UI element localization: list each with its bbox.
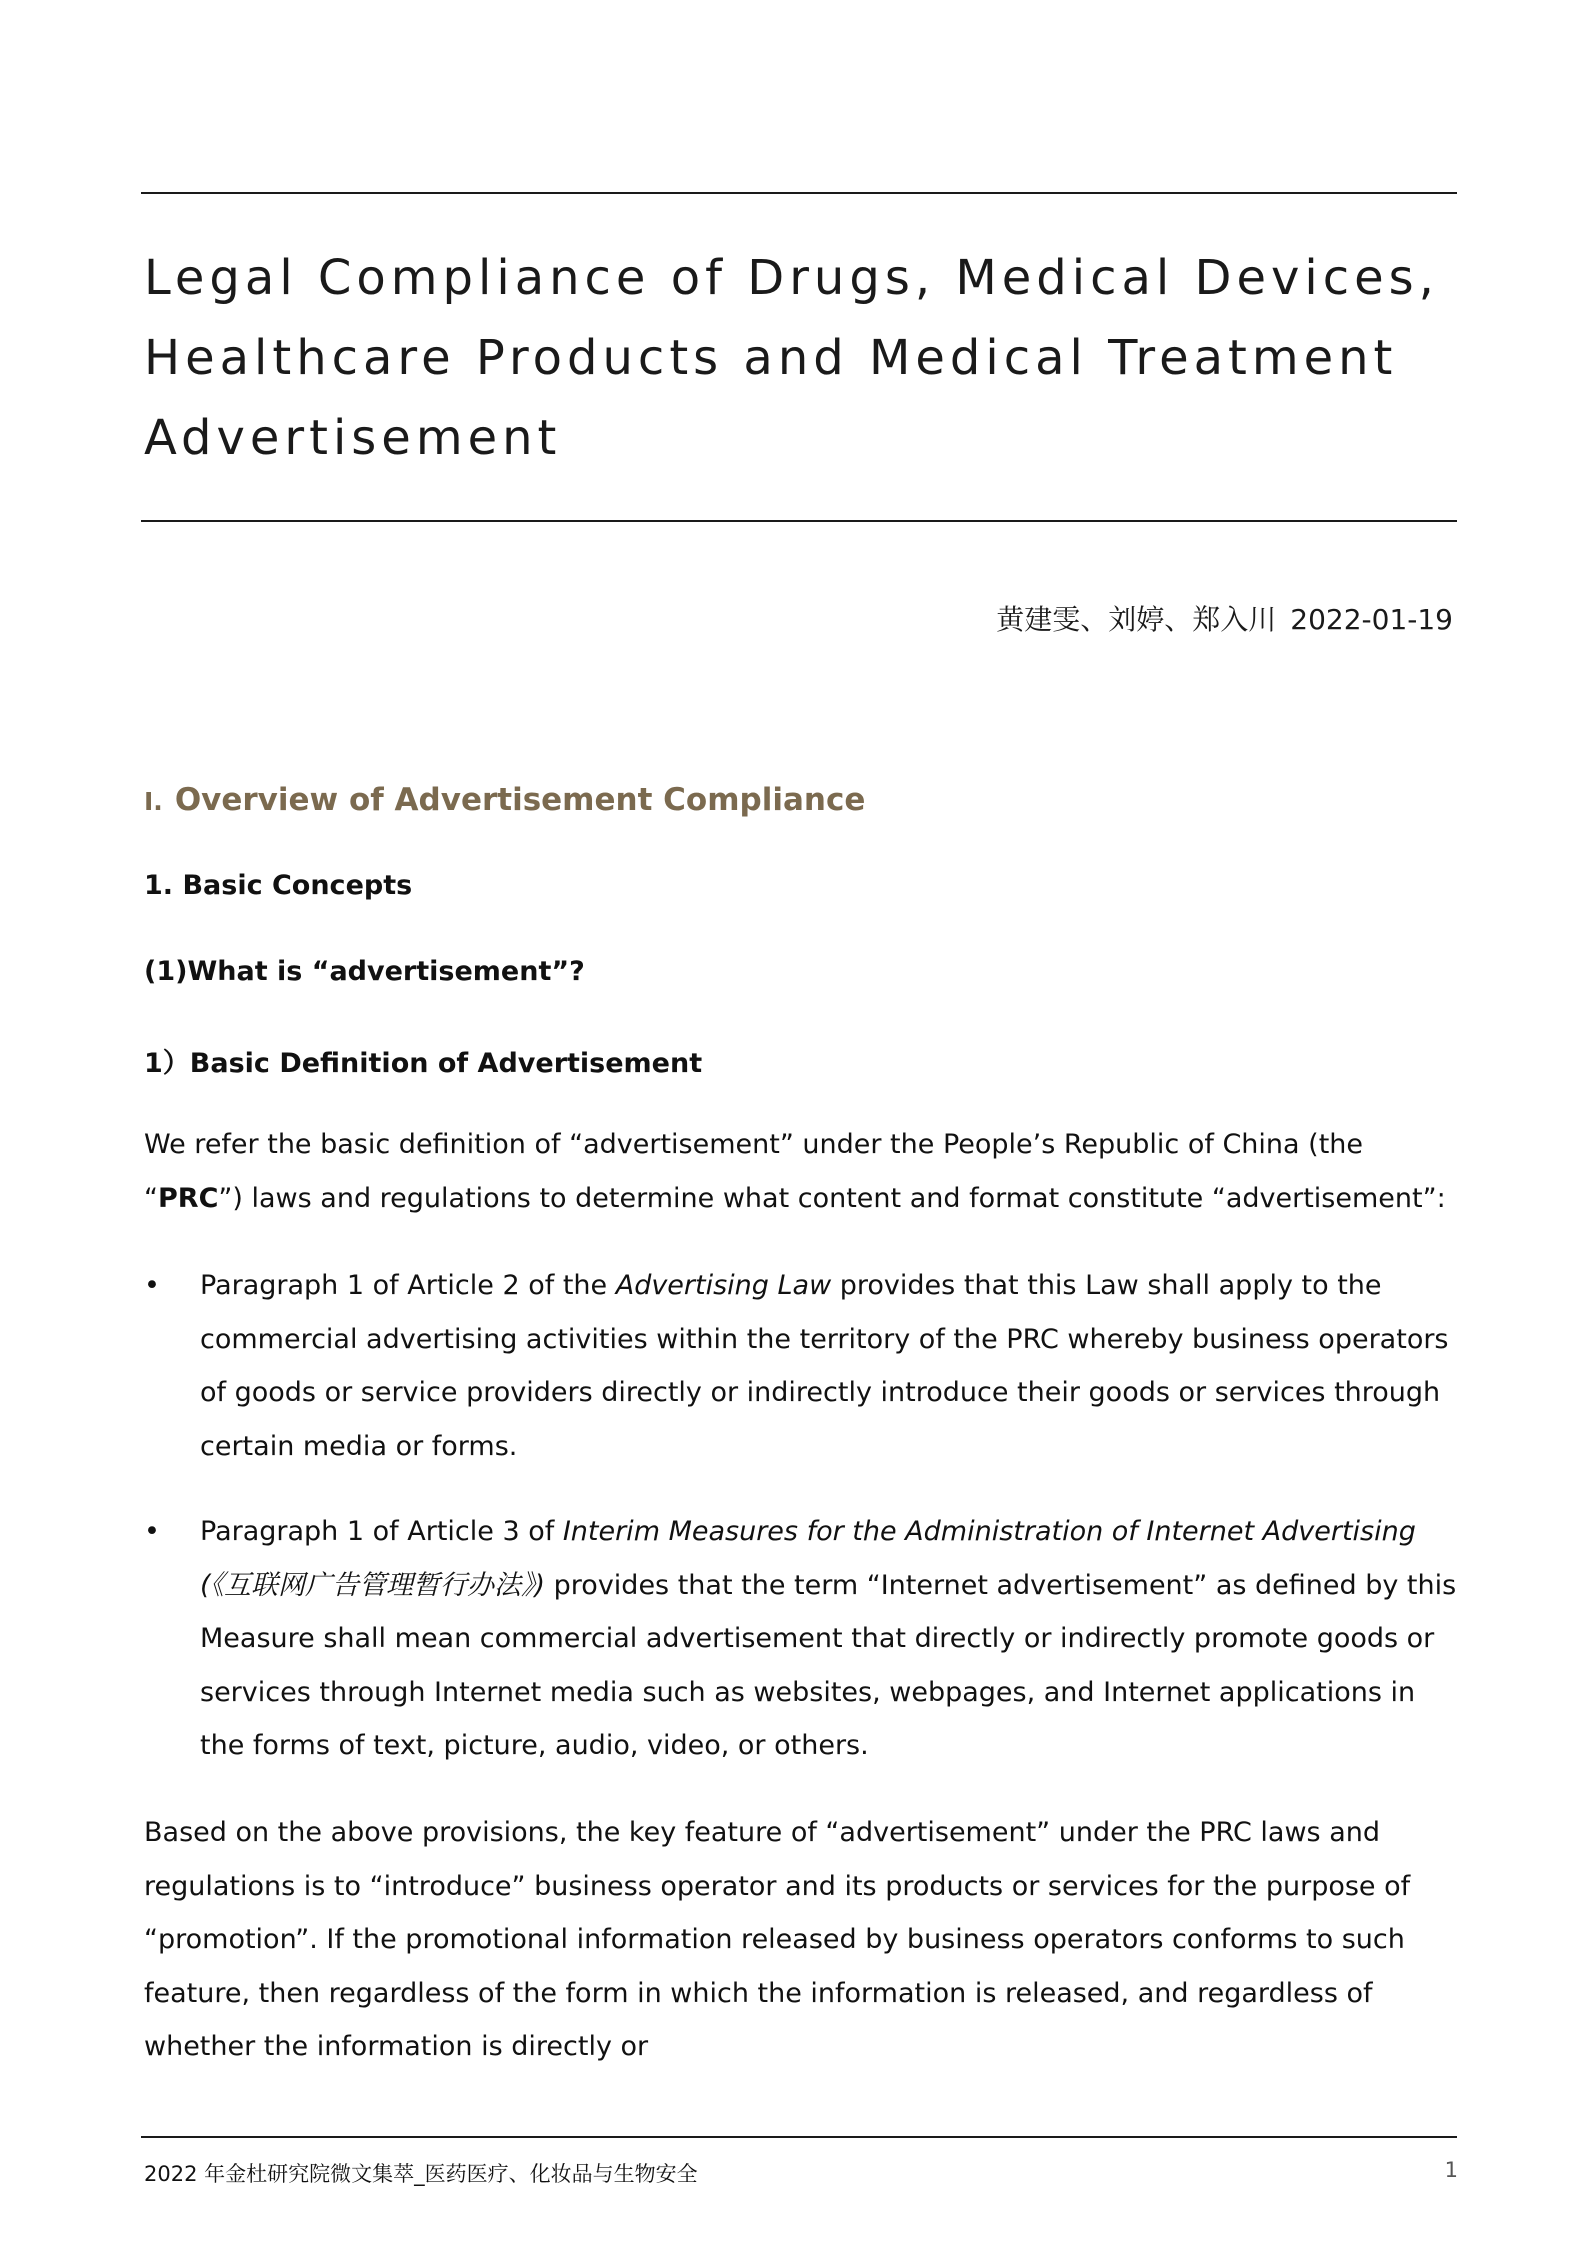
section-number: I. — [144, 787, 163, 816]
bullet-text — [200, 1505, 1464, 1773]
author-line — [996, 598, 1453, 638]
bullet-text-after: provides that the term “Internet advertisement” as defined by this Measure shall mean commercial advertisement that directly or indirectly promote goods or services through Internet media such as websites, webpages, and Internet applications in the forms of text, picture, audio, video, or others. — [200, 1569, 1457, 1761]
intro-paragraph — [144, 1118, 1464, 1225]
bullet-text-before: Paragraph 1 of Article 2 of the — [200, 1270, 616, 1301]
section-title: Overview of Advertisement Compliance — [174, 782, 866, 818]
top-rule — [141, 192, 1457, 194]
intro-text-1: We refer the basic definition of “advertisement” under the People’s Republic of China (the “ — [144, 1129, 1364, 1214]
bullet-text — [200, 1259, 1464, 1473]
subheading-what-is-advertisement: (1)What is “advertisement”? — [144, 956, 585, 987]
subheading-basic-definition: 1）Basic Definition of Advertisement — [144, 1048, 703, 1079]
bullet-text-italic: Advertising Law — [615, 1270, 832, 1301]
document-title: Legal Compliance of Drugs, Medical Devices, Healthcare Products and Medical Treatment Advertisement — [144, 250, 1439, 466]
bullet-item-internet-advertising — [144, 1505, 1464, 1773]
conclusion-paragraph: Based on the above provisions, the key feature of “advertisement” under the PRC laws and regulations is to “introduce” business operator and its products or services for the purpose of “promotion”. If the promotional information released by business operators conforms to such feature, then regardless of the form in which the information is released, and regardless of whether the information is directly or — [144, 1817, 1411, 2062]
publish-date: 2022-01-19 — [1290, 603, 1453, 636]
bullet-icon: • — [144, 1516, 160, 1547]
title-bottom-rule — [141, 520, 1457, 522]
footer-collection-title: 2022 年金杜研究院微文集萃_医药医疗、化妆品与生物安全 — [144, 2162, 698, 2186]
bullet-item-advertising-law — [144, 1259, 1464, 1473]
authors: 黄建雯、刘婷、郑入川 — [996, 603, 1277, 636]
bullet-text-after: provides that this Law shall apply to the commercial advertising activities within the territory of the PRC whereby business operators of goods or service providers directly or indirectly introduce their goods or services through certain media or forms. — [200, 1270, 1449, 1462]
bullet-icon: • — [144, 1270, 160, 1301]
intro-text-2: ”) laws and regulations to determine what content and format constitute “advertisement”: — [218, 1182, 1446, 1214]
bullet-text-before: Paragraph 1 of Article 3 of — [200, 1516, 563, 1547]
footer-rule — [141, 2136, 1457, 2138]
subheading-basic-concepts: 1. Basic Concepts — [144, 870, 413, 901]
page-number: 1 — [1444, 2158, 1458, 2182]
section-heading — [144, 782, 865, 818]
intro-bold-prc: PRC — [158, 1182, 219, 1214]
bullet-text-italic: Interim Measures for the Administration of Internet Advertising (《互联网广告管理暂行办法》) — [200, 1516, 1416, 1601]
